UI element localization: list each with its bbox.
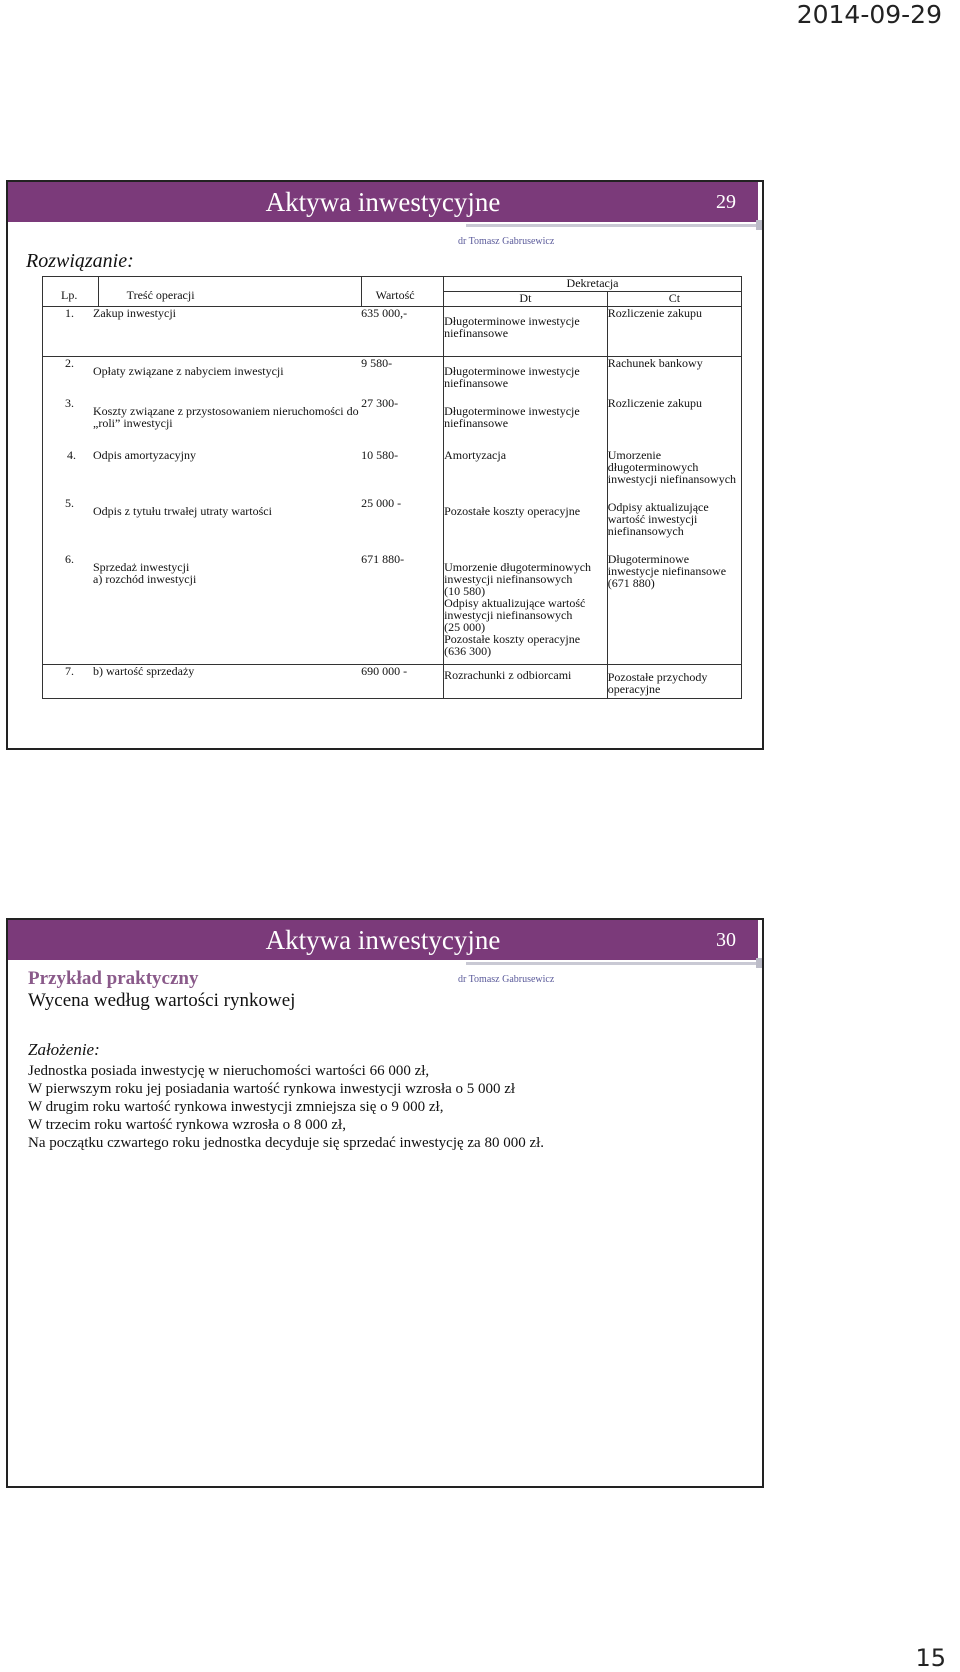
- table-row: [43, 553, 742, 665]
- row-lp: 7.: [65, 664, 74, 678]
- slide-header: [8, 182, 758, 222]
- header-ct: [607, 292, 741, 307]
- table-header-row: [43, 277, 742, 292]
- row-dt-line: (636 300): [444, 643, 492, 658]
- row-tresc: Koszty związane z przystosowaniem nieruchomości do „roli” inwestycji: [93, 403, 359, 430]
- row-lp-tresc: [43, 449, 362, 497]
- row-tresc: Opłaty związane z nabyciem inwestycji: [93, 364, 284, 378]
- row-dt-line: Odpisy aktualizujące wartość inwestycji niefinansowych: [444, 595, 586, 622]
- row-ct: Rozliczenie zakupu: [607, 307, 741, 357]
- assumption-label: Założenie:: [28, 1040, 100, 1059]
- row-lp-tresc: [43, 553, 362, 665]
- slide-29: [6, 180, 764, 750]
- table-row: [43, 357, 742, 397]
- assumption-line: W drugim roku wartość rynkowa inwestycji zmniejsza się o 9 000 zł,: [28, 1099, 444, 1115]
- slide-number: 30: [716, 929, 736, 951]
- header-rule: [466, 224, 762, 227]
- table-row: [43, 665, 742, 699]
- row-wartosc: 9 580-: [361, 357, 443, 397]
- row-wartosc: 25 000 -: [361, 497, 443, 553]
- header-dekretacja-label: Dekretacja: [566, 276, 619, 290]
- row-wartosc: 27 300-: [361, 397, 443, 449]
- slide-30: [6, 918, 764, 1488]
- row-ct: Rozliczenie zakupu: [607, 397, 741, 449]
- header-wartosc: [361, 277, 443, 307]
- assumption-line: W pierwszym roku jej posiadania wartość rynkowa inwestycji wzrosła o 5 000 zł: [28, 1081, 516, 1097]
- slide-subtitle-secondary: Wycena według wartości rynkowej: [28, 990, 296, 1011]
- row-dt: Długoterminowe inwestycje niefinansowe: [444, 357, 608, 397]
- row-dt: Długoterminowe inwestycje niefinansowe: [444, 307, 608, 357]
- page-date: 2014-09-29: [796, 0, 942, 29]
- header-dt-label: Dt: [519, 291, 532, 305]
- table-row: [43, 497, 742, 553]
- table-row: [43, 307, 742, 357]
- row-lp-tresc: [43, 397, 362, 449]
- row-ct: Umorzenie długoterminowych inwestycji niefinansowych: [607, 449, 741, 497]
- row-tresc: Odpis z tytułu trwałej utraty wartości: [93, 503, 272, 518]
- row-wartosc: 690 000 -: [361, 665, 443, 699]
- row-dt: Amortyzacja: [444, 449, 608, 497]
- row-wartosc: 10 580-: [361, 449, 443, 497]
- row-wartosc: 671 880-: [361, 553, 443, 665]
- author-label: dr Tomasz Gabrusewicz: [458, 974, 555, 985]
- table-row: [43, 397, 742, 449]
- row-lp-tresc: [43, 665, 362, 699]
- row-dt: Rozrachunki z odbiorcami: [444, 665, 608, 699]
- journal-table: [42, 276, 742, 699]
- assumption-line: W trzecim roku wartość rynkowa wzrosła o 8 000 zł,: [28, 1117, 346, 1133]
- row-dt: [444, 553, 608, 665]
- slide-number: 29: [716, 191, 736, 213]
- header-lp-label: Lp.: [61, 288, 78, 302]
- row-lp: 3.: [65, 395, 74, 410]
- header-wartosc-label: Wartość: [375, 288, 415, 302]
- row-tresc: Zakup inwestycji: [93, 306, 176, 320]
- row-ct: Rachunek bankowy: [607, 357, 741, 397]
- row-dt-line: (25 000): [444, 619, 486, 634]
- row-tresc: b) wartość sprzedaży: [93, 664, 195, 678]
- slide-subtitle: Przykład praktyczny: [28, 968, 199, 989]
- header-dekretacja: [444, 277, 742, 292]
- row-tresc-line1: Sprzedaż inwestycji: [93, 559, 190, 574]
- row-lp: 4.: [67, 447, 76, 462]
- row-ct: Pozostałe przychody operacyjne: [607, 665, 741, 699]
- row-lp-tresc: [43, 357, 362, 397]
- solution-heading: Rozwiązanie:: [26, 250, 134, 272]
- row-wartosc: 635 000,-: [361, 307, 443, 357]
- author-label: dr Tomasz Gabrusewicz: [458, 236, 555, 247]
- row-lp-tresc: [43, 307, 362, 357]
- row-dt-line: Umorzenie długoterminowych inwestycji niefinansowych: [444, 559, 592, 586]
- slide-header: [8, 920, 758, 960]
- header-tresc: [98, 277, 361, 307]
- table-row: [43, 449, 742, 497]
- assumption-line: Na początku czwartego roku jednostka decyduje się sprzedać inwestycję za 80 000 zł.: [28, 1135, 545, 1151]
- row-lp: 1.: [65, 306, 74, 320]
- row-ct: Długoterminowe inwestycje niefinansowe (671 880): [607, 553, 741, 665]
- assumption-lines: [28, 1062, 748, 1152]
- row-lp: 6.: [65, 551, 74, 566]
- row-lp: 5.: [65, 495, 74, 510]
- row-dt: Pozostałe koszty operacyjne: [444, 497, 608, 553]
- slide-title: Aktywa inwestycyjne: [265, 925, 501, 955]
- row-dt: Długoterminowe inwestycje niefinansowe: [444, 397, 608, 449]
- page-number: 15: [915, 1644, 946, 1672]
- header-ct-label: Ct: [668, 291, 681, 305]
- row-dt-line: (10 580): [444, 583, 486, 598]
- header-rule: [466, 962, 762, 965]
- row-ct: Odpisy aktualizujące wartość inwestycji niefinansowych: [607, 497, 741, 553]
- assumption-line: Jednostka posiada inwestycję w nieruchomości wartości 66 000 zł,: [28, 1063, 430, 1079]
- header-dt: [444, 292, 608, 307]
- header-tresc-label: Treść operacji: [126, 288, 195, 302]
- row-lp: 2.: [65, 356, 74, 370]
- slide-title: Aktywa inwestycyjne: [265, 187, 501, 217]
- row-tresc-line2: a) rozchód inwestycji: [93, 571, 197, 586]
- row-lp-tresc: [43, 497, 362, 553]
- row-dt-line: Pozostałe koszty operacyjne: [444, 631, 581, 646]
- row-tresc: Odpis amortyzacyjny: [93, 447, 196, 462]
- header-lp: [43, 277, 99, 307]
